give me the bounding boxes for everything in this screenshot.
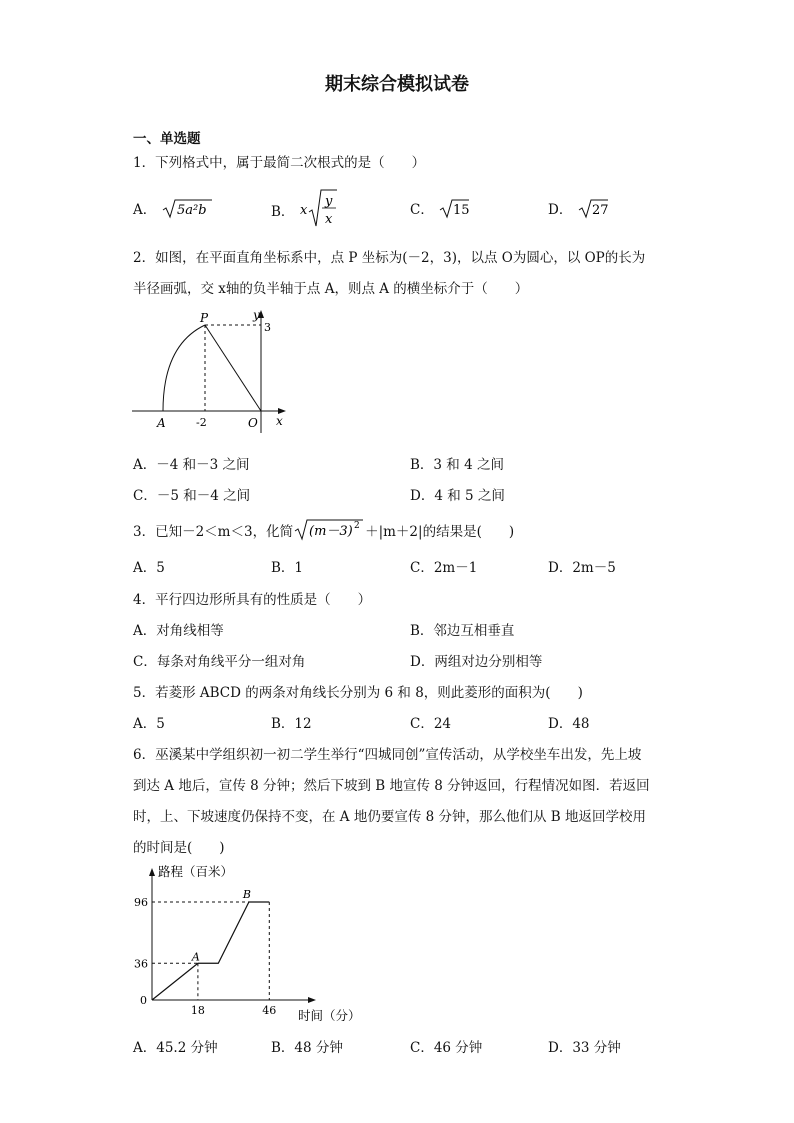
q1-option-b-label: B． — [271, 204, 295, 220]
q6-option-d[interactable]: D．33 分钟 — [548, 1040, 621, 1056]
tick-label-x-0: 0 — [140, 994, 147, 1007]
q6-stem-line4: 的时间是( ) — [133, 840, 225, 856]
q2-stem-line1: 2．如图，在平面直角坐标系中，点 P 坐标为(－2，3)，以点 O为圆心，以 OP的长为 — [133, 250, 646, 266]
q4-option-d[interactable]: D．两组对边分别相等 — [410, 654, 543, 670]
chart-y-axis-arrow — [149, 868, 155, 876]
label-minus2: -2 — [196, 416, 207, 429]
q6-option-a[interactable]: A．45.2 分钟 — [133, 1040, 218, 1056]
q2-option-b[interactable]: B．3 和 4 之间 — [410, 457, 504, 473]
sqrt-fraction — [299, 188, 339, 230]
q3-option-a[interactable]: A．5 — [133, 560, 165, 576]
q1-option-b-coef: x — [299, 203, 308, 218]
q1-stem: 1．下列格式中，属于最简二次根式的是（ ） — [133, 155, 426, 171]
q2-stem-line2: 半径画弧，交 x轴的负半轴于点 A，则点 A 的横坐标介于（ ） — [133, 281, 529, 297]
q1-option-d[interactable] — [548, 198, 609, 220]
q6-stem-line1: 6．巫溪某中学组织初一初二学生举行“四城同创”宣传活动，从学校坐车出发，先上坡 — [133, 747, 642, 763]
q2-option-d[interactable]: D．4 和 5 之间 — [410, 488, 505, 504]
q3-stem — [133, 518, 514, 542]
sqrt-symbol — [293, 518, 365, 542]
q1-option-c-label: C． — [410, 202, 434, 218]
label-a: A — [157, 416, 166, 430]
tick-label-y-96: 96 — [134, 896, 148, 909]
tick-label-x-46: 46 — [262, 1004, 277, 1017]
chart-point-label-a: A — [191, 950, 200, 964]
tick-label-y-36: 36 — [134, 957, 148, 971]
q2-option-a[interactable]: A．－4 和－3 之间 — [133, 457, 250, 473]
q1-option-a-radicand: 5a²b — [176, 203, 207, 218]
q5-option-c[interactable]: C．24 — [410, 716, 452, 732]
segment-op — [205, 325, 261, 411]
q6-option-c[interactable]: C．46 分钟 — [410, 1040, 483, 1056]
arc-ap — [163, 325, 205, 411]
chart-x-axis-arrow — [308, 997, 316, 1003]
q2-figure — [130, 305, 290, 437]
label-three: 3 — [264, 321, 271, 334]
label-o: O — [248, 416, 258, 430]
q5-option-b[interactable]: B．12 — [271, 716, 312, 732]
sqrt-symbol — [161, 198, 213, 220]
q3-option-d[interactable]: D．2m－5 — [548, 560, 616, 576]
label-p: P — [200, 311, 209, 325]
q3-radicand: (m－3) — [309, 524, 353, 539]
q4-stem: 4．平行四边形所具有的性质是（ ） — [133, 592, 372, 608]
q1-option-d-radicand: 27 — [591, 203, 609, 218]
q1-option-c[interactable] — [410, 198, 470, 220]
chart-y-label: 路程（百米） — [158, 864, 234, 879]
tick-label-x-18: 18 — [190, 1004, 205, 1017]
q3-stem-a: 3．已知－2＜m＜3，化简 — [133, 524, 294, 540]
q6-distance-time-chart — [128, 858, 378, 1030]
q4-option-c[interactable]: C．每条对角线平分一组对角 — [133, 654, 306, 670]
chart-x-label: 时间（分） — [298, 1008, 361, 1023]
q4-option-a[interactable]: A．对角线相等 — [133, 623, 224, 639]
q2-option-c[interactable]: C．－5 和－4 之间 — [133, 488, 251, 504]
q1-option-d-label: D． — [548, 202, 573, 218]
q3-exponent: 2 — [354, 521, 360, 531]
chart-series-line — [152, 902, 269, 1000]
q3-option-c[interactable]: C．2m－1 — [410, 560, 478, 576]
sqrt-symbol — [438, 198, 470, 220]
q4-option-b[interactable]: B．邻边互相垂直 — [410, 623, 515, 639]
section-heading: 一、单选题 — [133, 131, 201, 147]
chart-point-label-b: B — [242, 888, 251, 901]
page-title: 期末综合模拟试卷 — [325, 74, 469, 95]
label-y: y — [253, 308, 260, 322]
q5-option-a[interactable]: A．5 — [133, 716, 165, 732]
q6-stem-line3: 时，上、下坡速度仍保持不变，在 A 地仍要宣传 8 分钟，那么他们从 B 地返回学校用 — [133, 809, 647, 825]
q1-option-c-radicand: 15 — [453, 203, 470, 218]
q1-option-a[interactable] — [133, 198, 213, 220]
sqrt-symbol — [577, 198, 609, 220]
q5-option-d[interactable]: D．48 — [548, 716, 590, 732]
q3-option-b[interactable]: B．1 — [271, 560, 304, 576]
q6-option-b[interactable]: B．48 分钟 — [271, 1040, 343, 1056]
q5-stem: 5．若菱形 ABCD 的两条对角线长分别为 6 和 8，则此菱形的面积为( ) — [133, 685, 583, 701]
q1-option-a-label: A． — [133, 202, 157, 218]
q6-stem-line2: 到达 A 地后，宣传 8 分钟；然后下坡到 B 地宣传 8 分钟返回，行程情况如图．若返回 — [133, 778, 650, 794]
q3-stem-b: ＋|m＋2|的结果是( ) — [365, 524, 515, 540]
q1-option-b-num: y — [324, 194, 333, 209]
label-x: x — [276, 414, 283, 428]
q1-option-b-den: x — [324, 212, 333, 227]
q1-option-b[interactable] — [271, 188, 339, 230]
